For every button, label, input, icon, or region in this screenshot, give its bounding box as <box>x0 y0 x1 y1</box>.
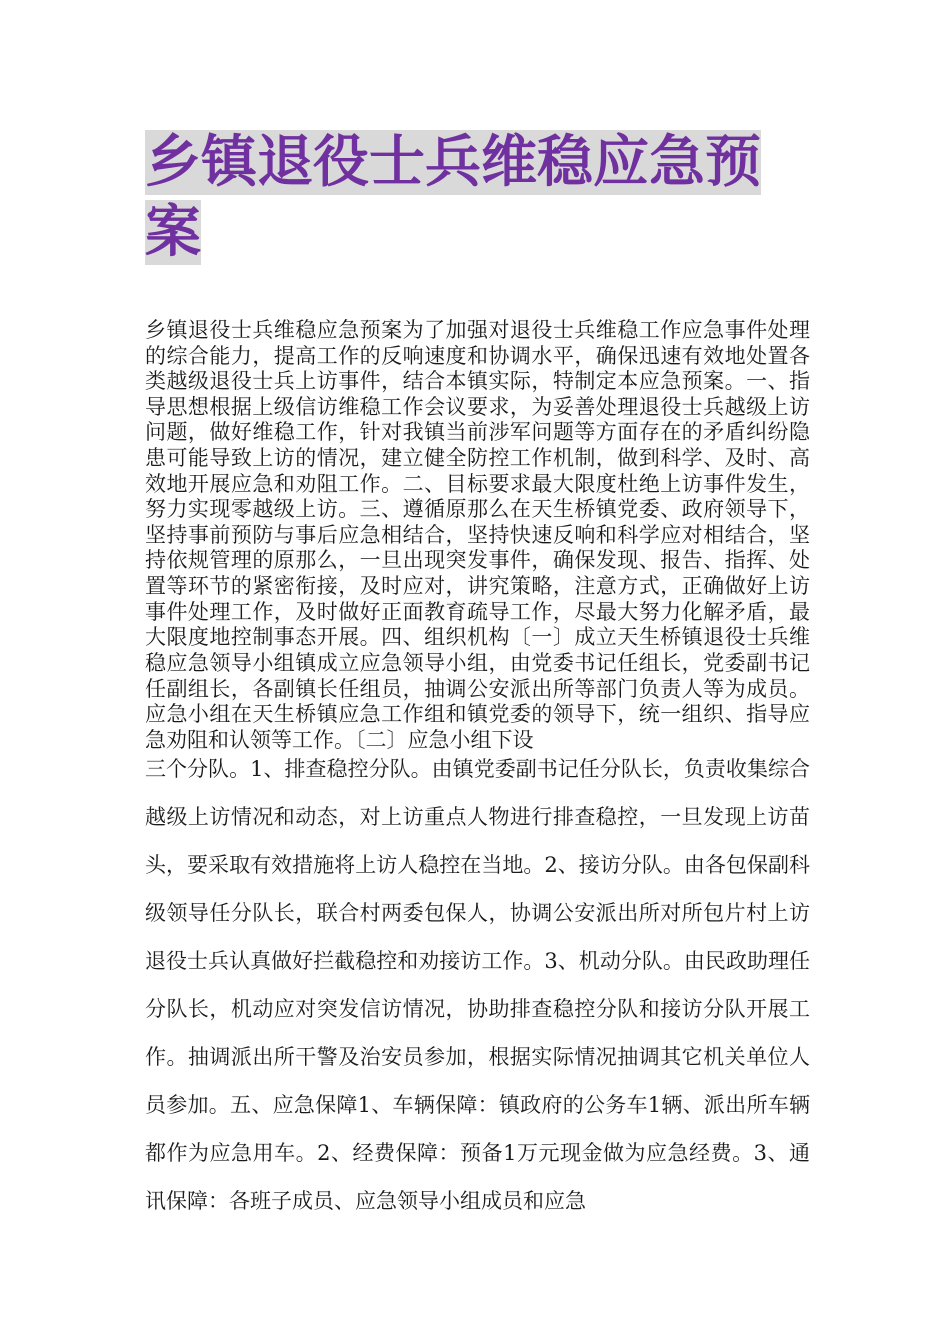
body-paragraph-dense: 乡镇退役士兵维稳应急预案为了加强对退役士兵维稳工作应急事件处理的综合能力，提高工作的反响速度和协调水平，确保迅速有效地处置各类越级退役士兵上访事件，结合本镇实际，特制定本应急预案。一、指导思想根据上级信访维稳工作会议要求，为妥善处理退役士兵越级上访问题，做好维稳工作，针对我镇当前涉军问题等方面存在的矛盾纠纷隐患可能导致上访的情况，建立健全防控工作机制，做到科学、及时、高效地开展应急和劝阻工作。二、目标要求最大限度杜绝上访事件发生，努力实现零越级上访。三、遵循原那么在天生桥镇党委、政府领导下，坚持事前预防与事后应急相结合，坚持快速反响和科学应对相结合，坚持依规管理的原那么，一旦出现突发事件，确保发现、报告、指挥、处置等环节的紧密衔接，及时应对，讲究策略，注意方式，正确做好上访事件处理工作，及时做好正面教育疏导工作，尽最大努力化解矛盾，最大限度地控制事态开展。四、组织机构〔一〕成立天生桥镇退役士兵维稳应急领导小组镇成立应急领导小组，由党委书记任组长，党委副书记任副组长，各副镇长任组员，抽调公安派出所等部门负责人等为成员。应急小组在天生桥镇应急工作组和镇党委的领导下，统一组织、指导应急劝阻和认领等工作。〔二〕应急小组下设 <box>145 318 810 752</box>
document-title-text: 乡镇退役士兵维稳应急预案 <box>145 130 761 265</box>
document-body <box>145 318 810 1225</box>
document-title <box>145 128 815 268</box>
body-paragraph-spaced: 三个分队。1、排查稳控分队。由镇党委副书记任分队长，负责收集综合越级上访情况和动态，对上访重点人物进行排查稳控，一旦发现上访苗头，要采取有效措施将上访人稳控在当地。2、接访分队。由各包保副科级领导任分队长，联合村两委包保人，协调公安派出所对所包片村上访退役士兵认真做好拦截稳控和劝接访工作。3、机动分队。由民政助理任分队长，机动应对突发信访情况，协助排查稳控分队和接访分队开展工作。抽调派出所干警及治安员参加，根据实际情况抽调其它机关单位人员参加。五、应急保障1、车辆保障：镇政府的公务车1辆、派出所车辆都作为应急用车。2、经费保障：预备1万元现金做为应急经费。3、通讯保障：各班子成员、应急领导小组成员和应急 <box>145 757 810 1214</box>
